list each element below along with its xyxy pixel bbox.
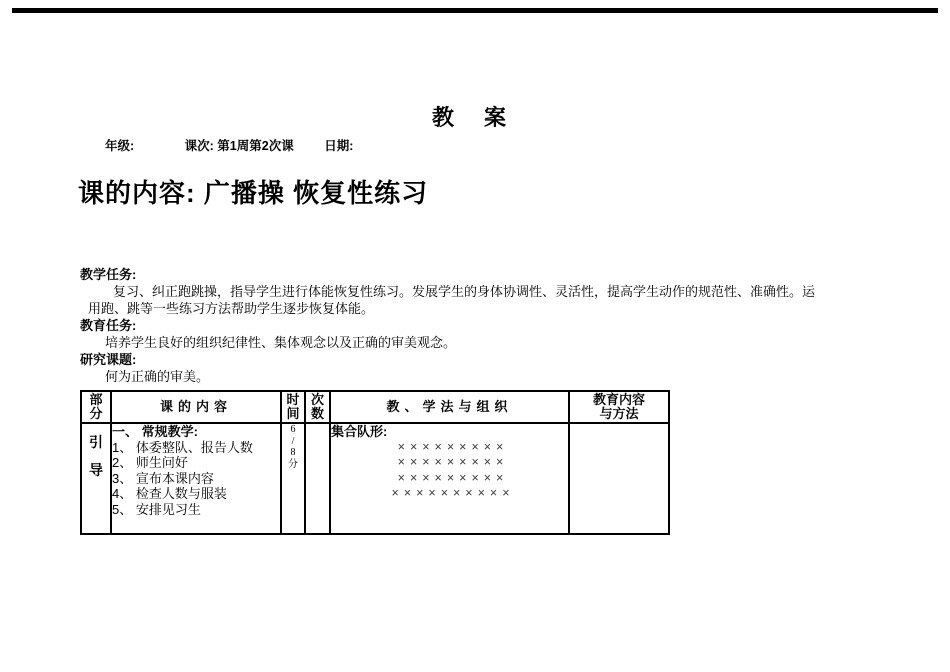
formation-diagram (345, 440, 561, 502)
cell-part: 引 导 (81, 423, 111, 534)
col-header-method: 教、学法与组织 (330, 391, 569, 423)
sections-block (80, 266, 880, 385)
top-rule (12, 8, 938, 13)
cell-education-empty (569, 423, 669, 534)
lesson-content-heading: 课的内容: 广播操 恢复性练习 (78, 178, 429, 208)
grade-label: 年级: (105, 139, 135, 153)
cell-time: 6 / 8 分 (281, 423, 305, 534)
section-title-education-task: 教育任务: (80, 318, 137, 333)
section-text-line: 用跑、跳等一些练习方法帮助学生逐步恢复体能。 (88, 301, 375, 316)
col-header-content: 课的内容 (111, 391, 281, 423)
content-line: 3、 宣布本课内容 (112, 470, 214, 486)
formation-title: 集合队形: (331, 424, 388, 439)
col-header-education: 教育内容 与方法 (569, 391, 669, 423)
content-line: 1、 体委整队、报告人数 (112, 439, 253, 455)
lesson-number-label: 课次: 第1周第2次课 (184, 139, 294, 153)
section-text-line: 何为正确的审美。 (105, 369, 210, 384)
content-line: 5、 安排见习生 (112, 501, 201, 517)
content-line: 一、 常规教学: (112, 424, 198, 439)
section-title-teaching-task: 教学任务: (80, 267, 137, 282)
col-header-time: 时 间 (281, 391, 305, 423)
lesson-plan-table (80, 390, 670, 535)
formation-row: ×××××××××× (391, 486, 515, 501)
cell-times-empty (305, 423, 330, 534)
formation-row: ××××××××× (397, 470, 509, 485)
formation-row: ××××××××× (397, 455, 509, 470)
col-header-part: 部 分 (81, 391, 111, 423)
cell-lesson-content (111, 423, 281, 534)
date-label: 日期: (324, 139, 354, 153)
doc-title: 教 案 (431, 105, 519, 130)
content-line: 2、 师生问好 (112, 455, 188, 471)
content-line: 4、 检查人数与服装 (112, 486, 227, 502)
meta-line (105, 136, 353, 154)
table-body-row (81, 423, 669, 534)
table-header-row (81, 391, 669, 423)
col-header-times: 次 数 (305, 391, 330, 423)
section-text-line: 培养学生良好的组织纪律性、集体观念以及正确的审美观念。 (105, 335, 457, 350)
section-text-line: 复习、纠正跑跳操，指导学生进行体能恢复性练习。发展学生的身体协调性、灵活性，提高学生动作的规范性、准确性。运 (113, 284, 816, 299)
section-title-research-topic: 研究课题: (80, 352, 137, 367)
formation-row: ××××××××× (397, 439, 509, 454)
cell-organization (330, 423, 569, 534)
